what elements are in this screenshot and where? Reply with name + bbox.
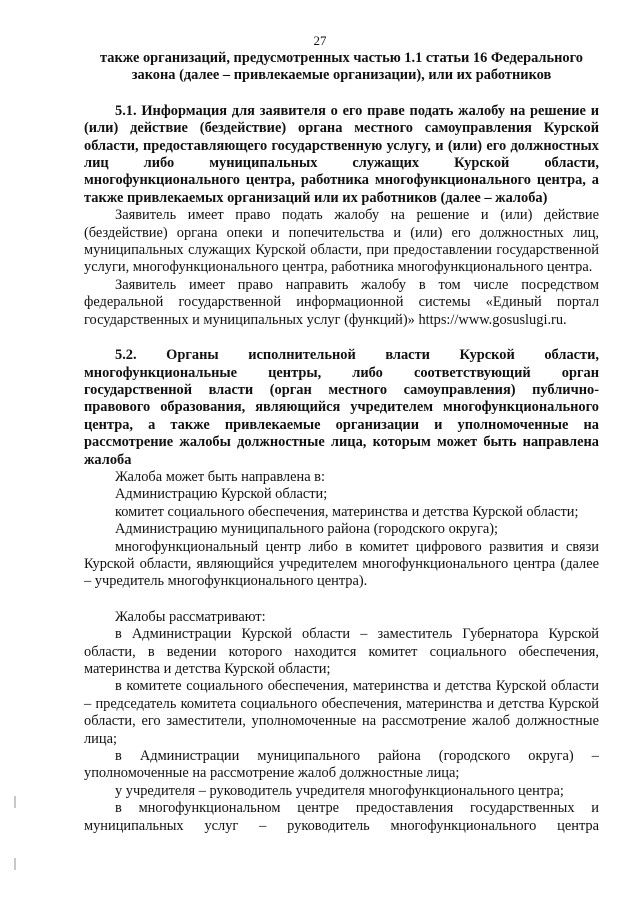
paragraph: в многофункциональном центре предоставления государственных и муниципальных услуг – руководитель многофункционального центра [84, 800, 599, 834]
paragraph: у учредителя – руководитель учредителя многофункционального центра; [115, 782, 564, 799]
page-number: 27 [313, 33, 327, 48]
paragraph: многофункциональный центр либо в комитет цифрового развития и связи Курской области, являющийся учредителем многофункционального центра (далее – учредитель многофункционального центра). [84, 538, 599, 590]
paragraph: Заявитель имеет право подать жалобу на решение и (или) действие (бездействие) органа опеки и попечительства и (или) его должностных лиц, муниципальных служащих Курской области, при предоставлении государственной услуги, многофункционального центра, работника многофункционального центра. [84, 207, 599, 276]
paragraph: в Администрации муниципального района (городского округа) – уполномоченные на рассмотрение жалоб должностные лица; [84, 748, 599, 782]
section-heading: 5.1. Информация для заявителя о его праве подать жалобу на решение и (или) действие (бездействие) органа местного самоуправления Курской области, предоставляющего государственную услугу, и (или) его должностных лиц либо муниципальных служащих Курской области, многофункционального центра, работника многофункционального центра, а также привлекаемых организаций или их работников (далее – жалоба) [84, 102, 599, 206]
heading-paragraph: также организаций, предусмотренных частью 1.1 статьи 16 Федерального закона (далее – привлекаемые организации), или их работников [100, 50, 583, 84]
paragraph-spacer [84, 85, 599, 103]
paragraph: в Администрации Курской области – заместитель Губернатора Курской области, в ведении которого находится комитет социального обеспечения, материнства и детства Курской области; [84, 626, 599, 677]
margin-scan-mark [14, 858, 16, 870]
paragraph: Администрацию Курской области; [115, 486, 328, 503]
paragraph: Жалоба может быть направлена в: [115, 468, 325, 485]
paragraph-spacer [84, 329, 599, 347]
section-heading: 5.2. Органы исполнительной власти Курской области, многофункциональные центры, либо соответствующий орган государственной власти (орган местного самоуправления) публично-правового образования, являющийся учредителем многофункционального центра, а также привлекаемые организации и уполномоченные на рассмотрение жалобы должностные лица, которым может быть направлена жалоба [84, 347, 599, 468]
paragraph: Заявитель имеет право направить жалобу в том числе посредством федеральной государственной информационной системы «Единый портал государственных и муниципальных услуг (функций)» https://www.gosuslugi.ru. [84, 276, 599, 328]
paragraph: в комитете социального обеспечения, материнства и детства Курской области – председатель комитета социального обеспечения, материнства и детства Курской области, его заместители, уполномоченные на рассмотрение жалоб должностные лица; [84, 678, 599, 747]
margin-scan-mark [14, 796, 16, 808]
paragraph: Администрацию муниципального района (городского округа); [115, 521, 499, 538]
paragraph: Жалобы рассматривают: [115, 608, 266, 625]
paragraph: комитет социального обеспечения, материнства и детства Курской области; [115, 503, 579, 520]
document-body [84, 50, 599, 835]
paragraph-spacer [84, 591, 599, 609]
